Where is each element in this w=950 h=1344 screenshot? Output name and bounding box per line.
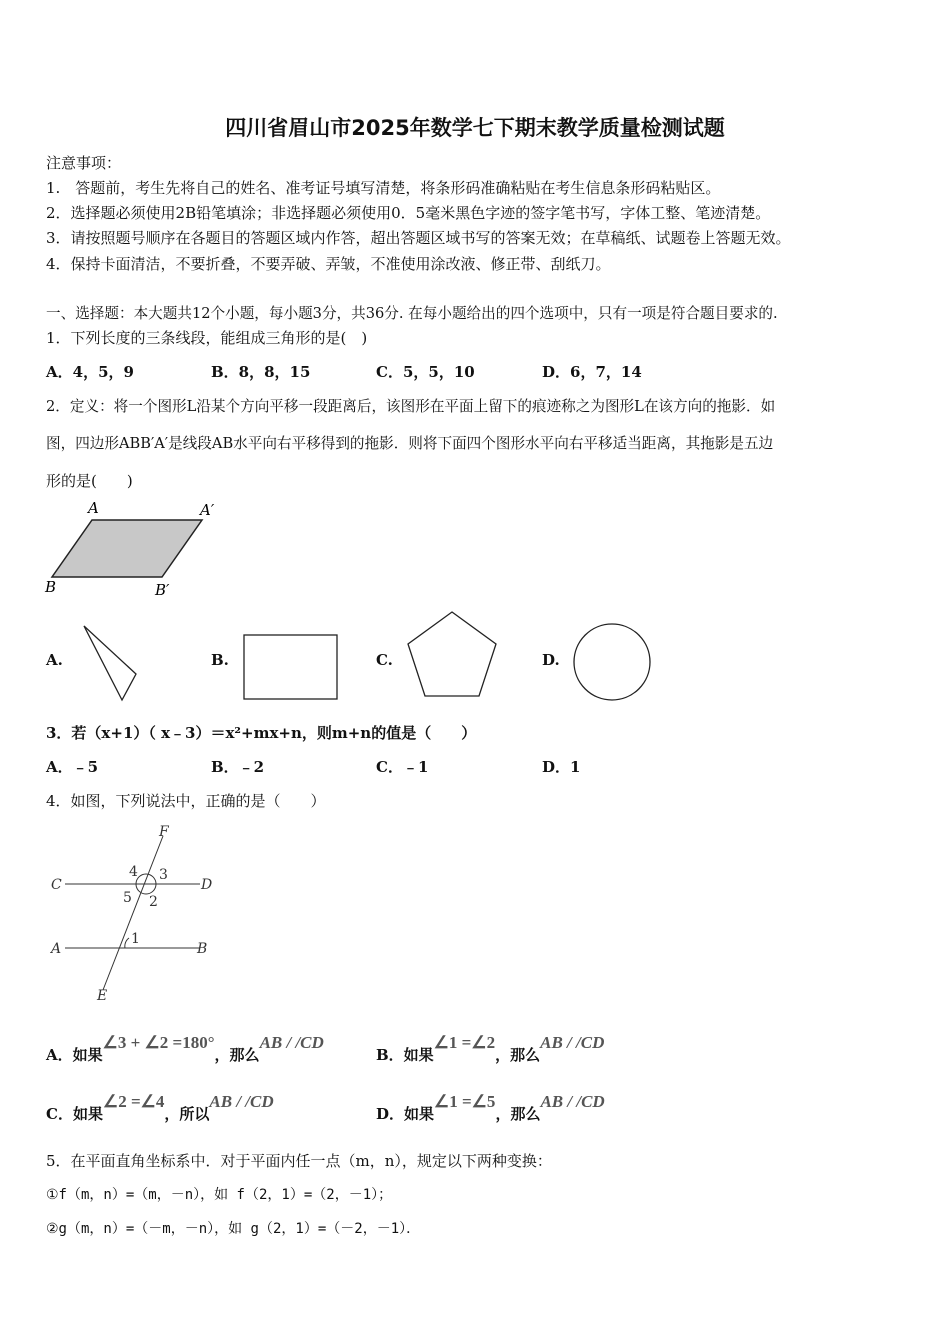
- q2-option-b: B.: [211, 651, 229, 669]
- parallel-lines-figure: [45, 820, 225, 1005]
- angle-4: 4: [129, 864, 138, 880]
- circle-shape: [570, 620, 655, 705]
- page-title: 四川省眉山市2025年数学七下期末教学质量检测试题: [225, 116, 725, 140]
- label-e: E: [97, 988, 108, 1004]
- q4-option-b: B．如果∠1 =∠2，那么AB / /CD: [376, 1033, 605, 1064]
- q3-option-b: B．﹣2: [211, 758, 265, 776]
- q5-line: ①f（m，n）=（m，－n），如 f（2，1）=（2，－1）；: [46, 1187, 393, 1203]
- label-b: B: [197, 941, 208, 957]
- pentagon-shape: [405, 608, 500, 700]
- q2-line: 形的是( ): [46, 472, 133, 490]
- label-d: D: [201, 877, 213, 893]
- q2-line: 图，四边形ABB′A′是线段AB水平向右平移得到的拖影．则将下面四个图形水平向右平移适当距离，其拖影是五边: [46, 435, 774, 452]
- q2-line: 2．定义：将一个图形L沿某个方向平移一段距离后，该图形在平面上留下的痕迹称之为图形L在该方向的拖影．如: [46, 398, 776, 415]
- notice-item: 3．请按照题号顺序在各题目的答题区域内作答，超出答题区域书写的答案无效；在草稿纸、试题卷上答题无效。: [46, 229, 791, 247]
- rectangle-shape: [242, 633, 340, 701]
- q3-option-c: C．﹣1: [376, 758, 429, 776]
- label-b-prime: B′: [155, 581, 170, 599]
- q1-option-a: A．4，5，9: [46, 363, 134, 381]
- q2-option-a: A.: [46, 651, 63, 669]
- section-heading: 一、选择题：本大题共12个小题，每小题3分，共36分. 在每小题给出的四个选项中，只有一项是符合题目要求的.: [46, 305, 778, 322]
- q4-option-c: C．如果∠2 =∠4，所以AB / /CD: [46, 1092, 274, 1123]
- angle-2: 2: [149, 894, 158, 910]
- q3-option-a: A．﹣5: [46, 758, 99, 776]
- q2-option-d: D.: [542, 651, 560, 669]
- notice-item: 1. 答题前，考生先将自己的姓名、准考证号填写清楚，将条形码准确粘贴在考生信息条形码粘贴区。: [46, 179, 721, 197]
- label-f: F: [159, 824, 169, 840]
- q4-option-a: A．如果∠3 + ∠2 =180°，那么AB / /CD: [46, 1033, 324, 1064]
- label-a: A: [51, 941, 62, 957]
- triangle-shape: [78, 622, 143, 704]
- q3-stem: 3．若（x+1）（ x﹣3）＝x²+mx+n，则m+n的值是（ ）: [46, 724, 477, 742]
- q1-option-b: B．8，8，15: [211, 363, 311, 381]
- notice-item: 4．保持卡面清洁，不要折叠，不要弄破、弄皱，不准使用涂改液、修正带、刮纸刀。: [46, 255, 611, 273]
- q4-stem: 4．如图，下列说法中，正确的是（ ）: [46, 792, 326, 810]
- q2-option-c: C.: [376, 651, 393, 669]
- notice-item: 2．选择题必须使用2B铅笔填涂；非选择题必须使用0．5毫米黑色字迹的签字笔书写，字体工整、笔迹清楚。: [46, 204, 771, 222]
- q1-option-c: C．5，5，10: [376, 363, 475, 381]
- q1-option-d: D．6，7，14: [542, 363, 642, 381]
- notice-heading: 注意事项：: [46, 154, 122, 172]
- q1-stem: 1．下列长度的三条线段，能组成三角形的是( ): [46, 329, 368, 347]
- q3-option-d: D．1: [542, 758, 581, 776]
- angle-5: 5: [123, 890, 132, 906]
- angle-1: 1: [131, 931, 140, 947]
- label-c: C: [51, 877, 62, 893]
- q4-option-d: D．如果∠1 =∠5，那么AB / /CD: [376, 1092, 605, 1123]
- label-a: A: [88, 499, 99, 517]
- label-a-prime: A′: [200, 501, 215, 519]
- q5-line: ②g（m，n）=（－m，－n），如 g（2，1）=（－2，－1）．: [46, 1221, 421, 1237]
- q5-line: 5．在平面直角坐标系中．对于平面内任一点（m，n），规定以下两种变换：: [46, 1152, 552, 1170]
- angle-3: 3: [159, 867, 168, 883]
- label-b: B: [45, 578, 57, 596]
- parallelogram-figure: [40, 495, 230, 600]
